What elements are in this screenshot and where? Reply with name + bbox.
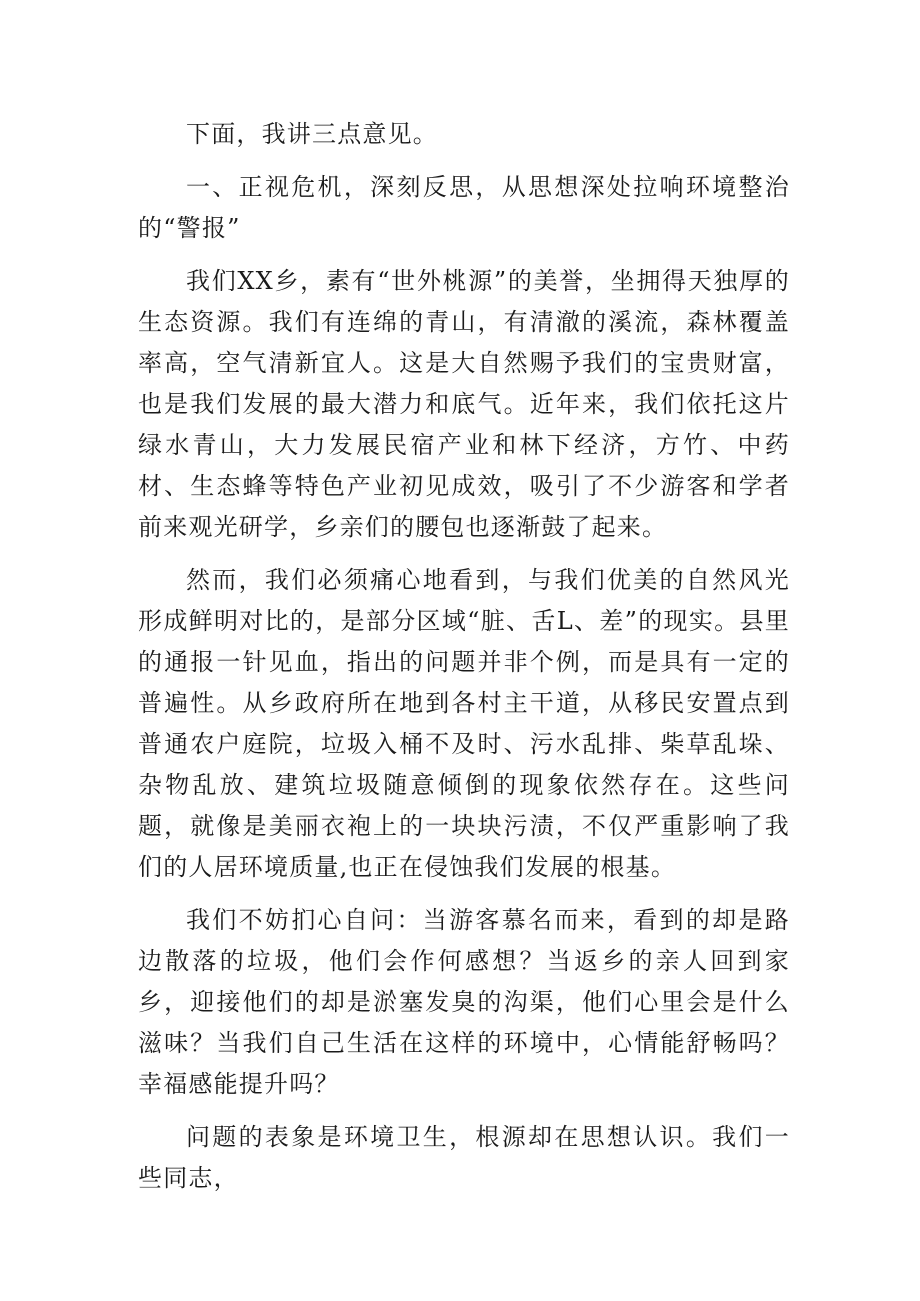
- paragraph-intro: 下面，我讲三点意见。: [186, 120, 438, 148]
- section-heading-1: 一、正视危机，深刻反思，从思想深处拉响环境整治的“警报”: [138, 173, 790, 242]
- paragraph-questions: 我们不妨扪心自问：当游客慕名而来，看到的却是路边散落的垃圾，他们会作何感想？当返乡的亲人回到家乡，迎接他们的却是淤塞发臭的沟渠，他们心里会是什么滋味？当我们自己生活在这样的环境中，心情能舒畅吗？幸福感能提升吗？: [138, 906, 790, 1098]
- document-body: [138, 114, 790, 1211]
- paragraph-ecology: 我们XX乡，素有“世外桃源”的美誉，坐拥得天独厚的生态资源。我们有连绵的青山，有清澈的溪流，森林覆盖率高，空气清新宜人。这是大自然赐予我们的宝贵财富，也是我们发展的最大潜力和底气。近年来，我们依托这片绿水青山，大力发展民宿产业和林下经济，方竹、中药材、生态蜂等特色产业初见成效，吸引了不少游客和学者前来观光研学，乡亲们的腰包也逐渐鼓了起来。: [138, 267, 790, 541]
- paragraph-problems: 然而，我们必须痛心地看到，与我们优美的自然风光形成鲜明对比的，是部分区域“脏、舌L、差”的现实。县里的通报一针见血，指出的问题并非个例，而是具有一定的普遍性。从乡政府所在地到各村主干道，从移民安置点到普通农户庭院，垃圾入桶不及时、污水乱排、柴草乱垛、杂物乱放、建筑垃圾随意倾倒的现象依然存在。这些问题，就像是美丽衣袍上的一块块污渍，不仅严重影响了我们的人居环境质量,也正在侵蚀我们发展的根基。: [138, 566, 790, 881]
- paragraph-root-cause: 问题的表象是环境卫生，根源却在思想认识。我们一些同志，: [138, 1123, 790, 1192]
